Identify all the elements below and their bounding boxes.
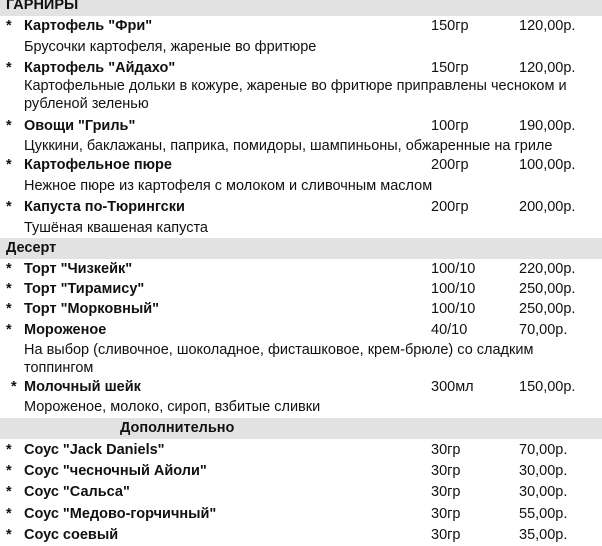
item-name: Соус соевый <box>24 527 119 543</box>
item-description: Тушёная квашеная капуста <box>24 220 208 236</box>
item-name: Соус "Медово-горчичный" <box>24 506 217 522</box>
item-name: Торт "Тирамису" <box>24 281 145 297</box>
bullet-star: * <box>11 379 17 395</box>
item-price: 120,00р. <box>519 18 576 34</box>
item-name: Соус "Сальса" <box>24 484 130 500</box>
bullet-star: * <box>6 18 12 34</box>
menu-item <box>0 116 602 137</box>
item-weight: 30гр <box>431 463 461 479</box>
item-price: 70,00р. <box>519 442 568 458</box>
bullet-star: * <box>6 261 12 277</box>
item-name: Соус "Jack Daniels" <box>24 442 165 458</box>
item-weight: 150гр <box>431 60 469 76</box>
item-weight: 30гр <box>431 527 461 543</box>
item-name: Капуста по-Тюрингски <box>24 199 185 215</box>
item-description: Брусочки картофеля, жареные во фритюре <box>24 39 317 55</box>
item-price: 70,00р. <box>519 322 568 338</box>
bullet-star: * <box>6 484 12 500</box>
item-weight: 30гр <box>431 506 461 522</box>
item-price: 200,00р. <box>519 199 576 215</box>
bullet-star: * <box>6 157 12 173</box>
menu-item <box>0 377 602 398</box>
item-description: Нежное пюре из картофеля с молоком и сливочным маслом <box>24 178 433 194</box>
menu-item <box>0 259 602 280</box>
item-name: Картофель "Фри" <box>24 18 153 34</box>
item-name: Мороженое <box>24 322 107 338</box>
item-description: Цуккини, баклажаны, паприка, помидоры, шампиньоны, обжаренные на гриле <box>24 138 553 154</box>
item-name: Овощи "Гриль" <box>24 118 136 134</box>
item-description: Картофельные дольки в кожуре, жареные во фритюре приправлены чесноком и рубленой зеленью <box>24 78 567 112</box>
item-weight: 30гр <box>431 442 461 458</box>
menu-item <box>0 461 602 482</box>
bullet-star: * <box>6 301 12 317</box>
section-header-extras <box>0 418 602 439</box>
menu-item <box>0 482 602 503</box>
item-weight: 40/10 <box>431 322 468 338</box>
item-name: Торт "Морковный" <box>24 301 160 317</box>
item-price: 55,00р. <box>519 506 568 522</box>
section-header-dessert <box>0 238 602 259</box>
menu-item <box>0 197 602 218</box>
item-description: Мороженое, молоко, сироп, взбитые сливки <box>24 399 321 415</box>
item-name: Картофель "Айдахо" <box>24 60 176 76</box>
section-header-garnish <box>0 0 602 16</box>
item-price: 250,00р. <box>519 281 576 297</box>
item-price: 120,00р. <box>519 60 576 76</box>
item-description: На выбор (сливочное, шоколадное, фисташковое, крем-брюле) со сладким топпингом <box>24 342 534 376</box>
item-price: 100,00р. <box>519 157 576 173</box>
menu-item <box>0 279 602 300</box>
menu-item <box>0 320 602 341</box>
bullet-star: * <box>6 60 12 76</box>
bullet-star: * <box>6 506 12 522</box>
item-weight: 30гр <box>431 484 461 500</box>
section-title: Дополнительно <box>120 420 235 436</box>
item-price: 30,00р. <box>519 484 568 500</box>
bullet-star: * <box>6 281 12 297</box>
item-weight: 100гр <box>431 118 469 134</box>
bullet-star: * <box>6 322 12 338</box>
bullet-star: * <box>6 118 12 134</box>
section-title: Десерт <box>6 240 57 256</box>
item-name: Молочный шейк <box>24 379 141 395</box>
bullet-star: * <box>6 527 12 543</box>
item-weight: 150гр <box>431 18 469 34</box>
item-weight: 100/10 <box>431 281 476 297</box>
bullet-star: * <box>6 199 12 215</box>
item-name: Соус "чесночный Айоли" <box>24 463 207 479</box>
item-price: 35,00р. <box>519 527 568 543</box>
item-name: Торт "Чизкейк" <box>24 261 133 277</box>
item-weight: 200гр <box>431 157 469 173</box>
menu-item <box>0 525 602 546</box>
menu-item <box>0 155 602 176</box>
item-price: 220,00р. <box>519 261 576 277</box>
section-title: ГАРНИРЫ <box>6 0 79 13</box>
item-weight: 100/10 <box>431 261 476 277</box>
item-weight: 300мл <box>431 379 474 395</box>
menu-item <box>0 299 602 320</box>
menu-item <box>0 58 602 79</box>
item-price: 150,00р. <box>519 379 576 395</box>
item-price: 30,00р. <box>519 463 568 479</box>
item-name: Картофельное пюре <box>24 157 172 173</box>
bullet-star: * <box>6 442 12 458</box>
bullet-star: * <box>6 463 12 479</box>
menu-item <box>0 440 602 461</box>
item-weight: 200гр <box>431 199 469 215</box>
item-price: 190,00р. <box>519 118 576 134</box>
item-weight: 100/10 <box>431 301 476 317</box>
item-price: 250,00р. <box>519 301 576 317</box>
menu-item <box>0 16 602 37</box>
menu-item <box>0 504 602 525</box>
